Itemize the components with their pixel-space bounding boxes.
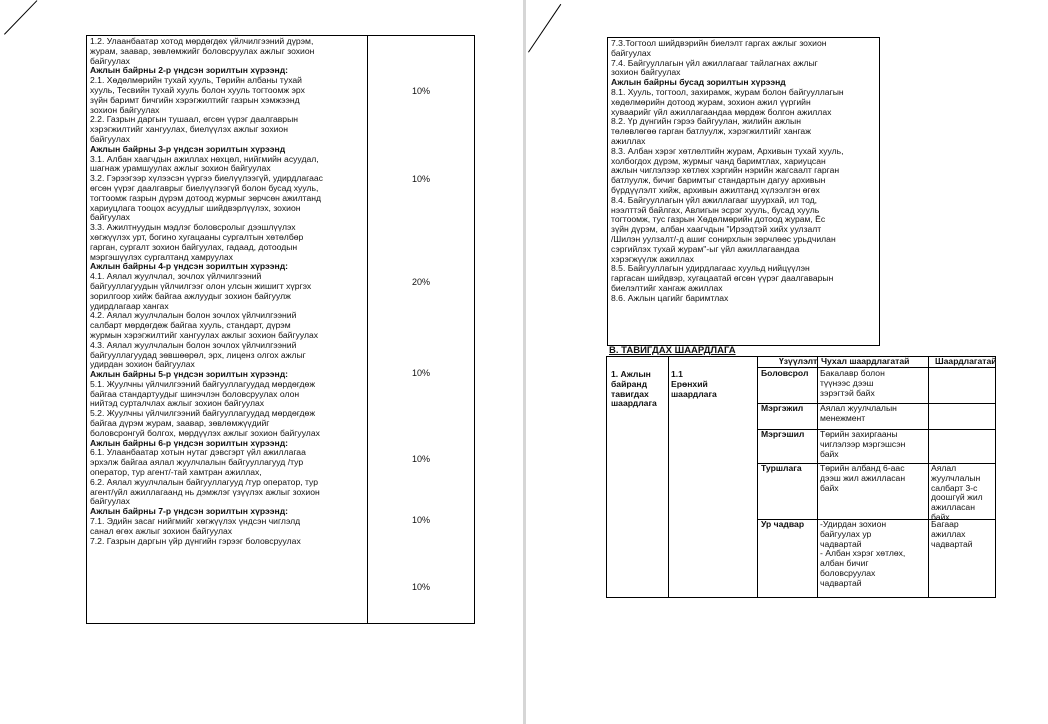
header-indicator: Үзүүлэлт: [779, 356, 818, 366]
cell-line: доошгүй жил: [931, 492, 983, 503]
duty-line: 5.1. Жуулчны үйлчилгээний байгууллагуудад мөрдөгдөж: [90, 378, 316, 389]
section-heading: Ажлын байрны бусад зорилтын хүрээнд: [611, 77, 786, 88]
duty-line: байгаа дүрэм журам, заавар, зөвлөмжүүдийг: [90, 418, 270, 429]
essential-cell: [820, 430, 926, 459]
duty-line: гарган, сургалт зохион байгуулах, гадаад, дотоодын: [90, 241, 298, 252]
cell-line: жуулчлалын: [931, 472, 981, 483]
cell-line: чадвартай: [931, 538, 973, 549]
cell-line: шаардлага: [611, 398, 657, 409]
cell-line: Бакалавр болон: [820, 368, 885, 378]
section-heading: Ажлын байрны 6-р үндсэн зорилтын хүрээнд:: [90, 437, 289, 448]
cell-line: Аялал: [931, 463, 957, 473]
duty-line: 3.2. Гэрээгээр хүлээсэн үүргээ биелүүлээгүй, удирдлагаас: [90, 173, 323, 184]
cell-line: чадвартай: [820, 577, 862, 588]
duty-line: тогтоомж газрын дүрэм дотоод журмыг зөрчсөн ажилтанд: [90, 192, 321, 203]
duty-line: 8.2. Үр дүнгийн гэрээ байгуулан, жилийн ажлын: [611, 116, 801, 127]
weight-percent: 10%: [411, 86, 430, 96]
indicator-cell: Туршлага: [761, 463, 802, 473]
section-heading: Ажлын байрны 7-р үндсэн зорилтын хүрээнд:: [90, 506, 289, 517]
duty-line: оператор, тур агент/-тай хамтран ажиллах,: [90, 467, 262, 478]
section-heading: Ажлын байрны 5-р үндсэн зорилтын хүрээнд:: [90, 369, 289, 380]
cell-line: дээш жил ажилласан: [820, 472, 906, 483]
cell-line: албан бичиг: [820, 558, 869, 569]
cell-line: чиглэлээр мэргэшсэн: [820, 438, 906, 449]
duty-line: агент/үйл ажиллагаанд нь дэмжлэг үзүүлэх ажлыг зохион: [90, 486, 320, 497]
duty-line: журмын хэрэгжилтийг хангуулах ажлыг зохион байгуулах: [90, 329, 319, 340]
cell-line: байх: [820, 482, 839, 493]
duty-line: 8.6. Ажлын цагийг баримтлах: [611, 292, 729, 303]
duty-line: ажиллах: [611, 135, 646, 146]
duty-line: ажлын чиглэлээр хөтлөх хэргийн нэрийн жагсаалт гарган: [611, 165, 840, 176]
cell-line: менежмент: [820, 412, 866, 423]
duty-line: зүйн баримт бичгийн хэрэгжилтийг газрын хэмжээнд: [90, 94, 300, 105]
duty-line: зохион байгуулах: [90, 104, 160, 115]
duty-line: шагнаж урамшуулах ажлыг зохион байгуулах: [90, 163, 271, 174]
duty-line: 7.2. Газрын даргын үйр дүнгийн гэрээг боловсруулах: [90, 535, 301, 546]
duty-line: хөгжүүлэх урт, богино хугацааны сургалтын хөтөлбөр: [90, 231, 304, 242]
duty-line: зорилгоор хийж байгаа ажлуудыг зохион байгуулж: [90, 290, 291, 301]
duty-line: байгаа стандартуудыг шинэчлэн боловсруулах олон: [90, 388, 300, 399]
duty-line: хууль, Тесвийн тухай хууль болон хууль тогтоомж эрх: [90, 84, 305, 95]
duty-line: хариуцлага тооцох асуудлыг шийдвэрлүүлэх, зохион: [90, 202, 301, 213]
duty-line: 7.3.Тогтоол шийдвэрийн биелэлт гаргах ажлыг зохион: [611, 38, 827, 48]
weight-percent: 10%: [411, 368, 430, 379]
duty-line: /Шилэн уулзалт/-д ашиг сонирхлын зөрчлөөс урьдчилан: [611, 233, 836, 244]
cell-line: тавигдах: [611, 388, 649, 399]
duty-line: сэргийлэх тухай журам"-ыг үйл ажиллагаандаа: [611, 243, 800, 254]
duty-line: байгууллагуудад зөвшөөрөл, эрх, лиценз олгох ажлыг: [90, 349, 306, 360]
indicator-cell: Боловсрол: [761, 368, 809, 378]
cell-line: түүнээс дээш: [820, 377, 874, 388]
section-heading: Ажлын байрны 4-р үндсэн зорилтын хүрээнд:: [90, 261, 289, 272]
group-label: [611, 370, 667, 409]
duty-line: 6.2. Аялал жуулчлалын байгууллагууд /тур оператор, тур: [90, 476, 319, 487]
cell-line: байранд: [611, 378, 648, 389]
duty-line: өгсөн үүрэг даалгаврыг биелүүлээгүй болон бусад хууль,: [90, 182, 319, 193]
duty-line: 3.3. Ажилтнуудын мэдлэг боловсролыг дээшлүүлэх: [90, 222, 296, 233]
duty-line: гаргасан шийдвэр, хугацаатай өгсөн үүрэг даалгаварын: [611, 273, 834, 284]
duty-line: мэргэшүүлэх сургалтанд хамруулах: [90, 251, 233, 262]
duty-line: удирдлагаар хангах: [90, 300, 169, 311]
required-cell: [931, 464, 993, 523]
duty-line: 2.2. Газрын даргын тушаал, өгсөн үүрэг даалгаврын: [90, 114, 298, 125]
cell-line: зэрэгтэй байх: [820, 387, 875, 398]
duties-table-continued: [607, 37, 880, 346]
indicator-cell: Мэргэжил: [761, 403, 804, 413]
header-essential: Чухал шаардлагатай: [821, 356, 910, 366]
cell-line: салбарт 3-с: [931, 482, 978, 493]
indicator-cell: Ур чадвар: [761, 519, 805, 529]
weight-percent: 10%: [411, 515, 430, 526]
duty-line: 4.3. Аялал жуулчлалын болон зочлох үйлчилгээний: [90, 339, 297, 350]
duty-line: 8.3. Албан хэрэг хөтлөлтийн журам, Архивын тухай хууль,: [611, 145, 844, 156]
cell-line: 1. Ажлын: [611, 369, 651, 379]
cell-line: Багаар ажиллах: [931, 519, 966, 539]
duty-line: журам, заавар, зөвлөмжийг боловсруулах ажлыг зохион: [90, 45, 315, 56]
duties-text-column: [611, 39, 876, 304]
duty-line: 3.1. Албан хаагчдын ажиллах нөхцөл, нийгмийн асуудал,: [90, 153, 319, 164]
duty-line: удирдан зохион байгуулах: [90, 359, 195, 370]
indicator-cell: Мэргэшил: [761, 429, 805, 439]
requirements-title: В. ТАВИГДАХ ШААРДЛАГА: [609, 345, 736, 356]
duty-line: батлуулж, бичиг баримтыг стандартын дагуу архивын: [611, 175, 826, 186]
cell-line: ажилласан байх: [931, 502, 975, 522]
duty-line: 7.4. Байгууллагын үйл ажиллагааг тайлагнах ажлыг: [611, 57, 818, 68]
weight-percent: 20%: [411, 277, 430, 288]
weight-percent: 10%: [411, 581, 430, 592]
duty-line: тогтоомж, тус газрын Хөдөлмөрийн дотоод журам, Ёс: [611, 214, 826, 225]
cell-line: чадвартай: [820, 538, 862, 549]
duty-line: хуваарийг үйл ажиллагаандаа мөрдөж болгон ажиллах: [611, 106, 832, 117]
duty-line: эрхэлж байгаа аялал жуулчлалын байгууллагууд /тур: [90, 457, 304, 468]
required-cell: [931, 520, 993, 549]
duty-line: 8.1. Хууль, тогтоол, захирамж, журам болон байгууллагын: [611, 86, 844, 97]
duty-line: 8.5. Байгууллагын удирдлагаас хуульд нийцүүлэн: [611, 263, 810, 274]
essential-cell: [820, 369, 926, 398]
duty-line: 1.2. Улаанбаатар хотод мөрдөгдөх үйлчилгээний дүрэм,: [90, 36, 314, 46]
header-required: Шаардлагатай: [935, 356, 997, 366]
corner-slash-mark: [4, 0, 37, 35]
duty-line: 2.1. Хөдөлмөрийн тухай хууль, Төрийн албаны тухай: [90, 75, 302, 86]
duty-line: биелэлтийг хангаж ажиллах: [611, 282, 723, 293]
duty-line: байгууллагуудын үйлчилгээг олон улсын жишигт хүргэх: [90, 280, 312, 291]
duty-line: нээлттэй байлгах, Авлигын эсрэг хууль, бусад хууль: [611, 204, 820, 215]
duty-line: байгуулах: [611, 47, 651, 58]
duty-line: 7.1. Эдийн засаг нийгмийг хөгжүүлэх үндсэн чиглэлд: [90, 516, 301, 527]
duty-line: бүрдүүлэлт хийж, архивын ажилтанд хүлээлгэн өгөх: [611, 184, 820, 195]
duty-line: боловсронгуй болгох, мөрдүүлэх ажлыг зохион байгуулах: [90, 427, 320, 438]
cell-line: байх: [820, 448, 839, 459]
duty-line: байгуулах: [90, 55, 130, 66]
weight-percent: 10%: [411, 454, 430, 465]
duty-line: санал өгөх ажлыг зохион байгуулах: [90, 525, 233, 536]
section-heading: Ажлын байрны 3-р үндсэн зорилтын хүрээнд: [90, 143, 286, 154]
duties-table: [86, 35, 475, 624]
duty-line: нийтэд сурталчлах ажлыг зохион байгуулах: [90, 398, 265, 409]
requirements-table: [606, 356, 996, 598]
cell-line: -Удирдан зохион: [820, 519, 887, 529]
essential-cell: [820, 464, 926, 493]
essential-cell: [820, 404, 926, 424]
duty-line: хэрэгжилтийг хангуулах, биелүүлэх ажлыг зохион: [90, 124, 288, 135]
cell-line: боловсруулах: [820, 567, 876, 578]
duty-line: зохион байгуулах: [611, 67, 681, 78]
duties-text-column: [90, 37, 365, 546]
duty-line: төлөвлөгөө гарган батлуулж, хэрэгжилтийг хангаж: [611, 126, 811, 137]
duty-line: байгуулах: [90, 496, 130, 507]
weight-percent: 10%: [411, 174, 430, 185]
cell-line: - Албан хэрэг хөтлөх,: [820, 548, 906, 559]
cell-line: шаардлага: [671, 388, 717, 399]
cell-line: байгуулах ур: [820, 528, 872, 539]
duty-line: салбарт мөрдөгдөж байгаа хууль, стандарт, дүрэм: [90, 320, 291, 331]
cell-line: Төрийн албанд 6-аас: [820, 463, 905, 473]
duty-line: хөдөлмөрийн дотоод журам, зохион ажил үүргийн: [611, 96, 811, 107]
duty-line: 6.1. Улаанбаатар хотын нутаг дэвсгэрт үйл ажиллагаа: [90, 447, 306, 458]
duty-line: байгуулах: [90, 133, 130, 144]
corner-slash-mark: [528, 4, 561, 53]
sub-label: [671, 370, 755, 399]
duty-line: байгуулах: [90, 212, 130, 223]
right-page: [526, 0, 1048, 724]
cell-line: Ерөнхий: [671, 378, 708, 389]
duty-line: 4.2. Аялал жуулчлалын болон зочлох үйлчилгээний: [90, 310, 297, 321]
duty-line: 8.4. Байгууллагын үйл ажиллагааг шуурхай, ил тод,: [611, 194, 818, 205]
cell-line: Аялал жуулчлалын: [820, 403, 897, 413]
cell-line: Төрийн захиргааны: [820, 429, 898, 439]
duty-line: хэрэгжүүлж ажиллах: [611, 253, 694, 264]
section-heading: Ажлын байрны 2-р үндсэн зорилтын хүрээнд:: [90, 65, 289, 76]
essential-cell: [820, 520, 926, 589]
duty-line: 5.2. Жуулчны үйлчилгээний байгууллагуудад мөрдөгдөж: [90, 408, 316, 419]
duty-line: 4.1. Аялал жуулчлал, зочлох үйлчилгээний: [90, 271, 262, 282]
cell-line: 1.1: [671, 369, 683, 379]
duty-line: холбогдох дүрэм, журмыг чанд баримтлах, хариуцсан: [611, 155, 826, 166]
duty-line: зүйн дүрэм, албан хаагчдын "Ирээдтэй хийх уулзалт: [611, 224, 822, 235]
